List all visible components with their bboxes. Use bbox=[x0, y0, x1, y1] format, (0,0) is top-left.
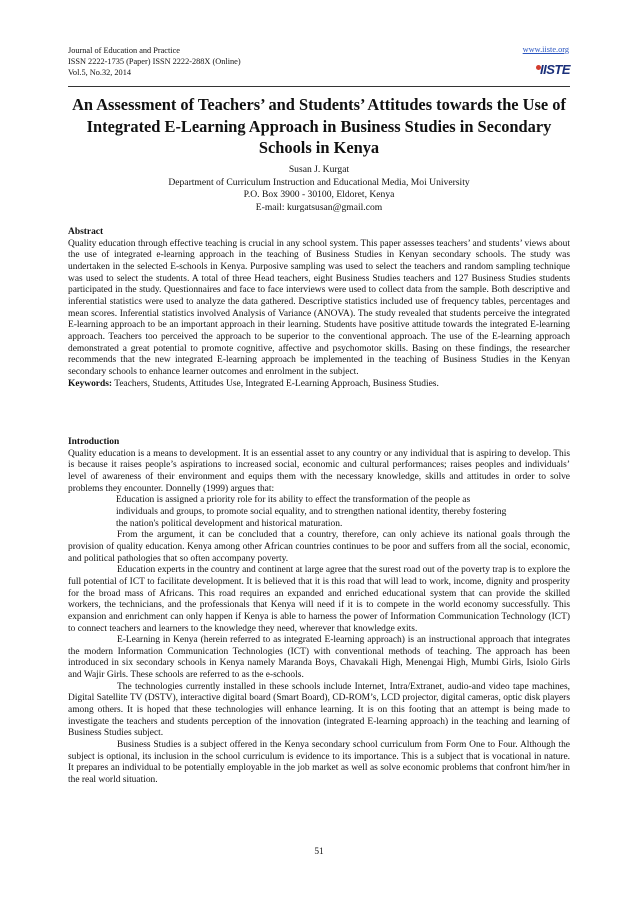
intro-quote: Education is assigned a priority role for its ability to effect the transformation of the people as individuals and groups, to promote social equality, and to strengthen national identity, thereby fostering the nation's political development and historical maturation. bbox=[116, 495, 507, 529]
keywords-text: Teachers, Students, Attitudes Use, Integrated E-Learning Approach, Business Studies. bbox=[112, 378, 439, 389]
abstract-text: Quality education through effective teaching is crucial in any school system. This paper assesses teachers’ and students’ views about the use of integrated e-learning approach in the teaching of Business Studies in Kenyan secondary schools. The study was undertaken in the selected E-schools in Kenya. Purposive sampling was used to select the teachers and random sampling technique was used to select the students. A total of three Head teachers, eight Business Studies teachers and 127 Business Studies students participated in the study. Questionnaires and face to face interviews were used to collect data from the sample. Both descriptive and inferential statistics were used to analyze the data gathered. Descriptive statistics included use of frequency tables, percentages and mean scores. Inferential statistics involved Analysis of Variance (ANOVA). The study revealed that students perceive the integrated E-learning approach to be an important approach in their learning. Students have positive attitude towards the integrated E-learning approach. Teachers too perceived the approach to be superior to the conventional approach. The use of the E-learning approach demonstrated a great potential to promote cognitive, affective and psychomotor skills. Basing on these findings, the researcher recommends that the new integrated E-learning approach be implemented in the teaching of Business Studies in the Kenyan secondary schools to enhance learner outcomes and enrolment in the subject. bbox=[68, 238, 570, 377]
intro-paragraph-6: Business Studies is a subject offered in the Kenya secondary school curriculum from Form One to Four. Although the subject is optional, its inclusion in the school curriculum is evidence to its importance. This is a subject that is vocational in nature. It prepares an individual to be potentially employable in the job market as well as solve economic problems that confront him/her in the real world situation. bbox=[68, 740, 570, 786]
author-address: P.O. Box 3900 - 30100, Eldoret, Kenya bbox=[243, 189, 395, 200]
intro-paragraph-3: Education experts in the country and continent at large agree that the surest road out of the poverty trap is to explore the full potential of ICT to facilitate development. It is believed that it is this road that will lead to work, income, dignity and prosperity for the broad mass of Africans. This road requires an expanded and enriched educational system that can provide the skilled workers, the technicians, and the professionals that Kenya will need if it is to compete in the world economy successfully. This expansion and enrichment can only happen if Kenya is able to harness the power of Information Communication Technology (ICT) to connect teachers and learners to the knowledge they need, wherever that knowledge exits. bbox=[68, 565, 570, 634]
iiste-logo bbox=[534, 62, 574, 84]
intro-paragraph-4: E-Learning in Kenya (herein referred to as integrated E-learning approach) is an instructional approach that integrates the modern Information Communication Technologies (ICT) with conventional methods of teaching. The approach has been introduced in six secondary schools in Kenya namely Maranda Boys, Chavakali High, Menengai High, Mumbi Girls, Isiolo Girls and Wajir Girls. These schools are referred to as the e-schools. bbox=[68, 635, 570, 681]
keywords-line bbox=[68, 379, 570, 391]
introduction-section bbox=[68, 437, 570, 787]
page-number: 51 bbox=[314, 847, 324, 857]
journal-name: Journal of Education and Practice bbox=[68, 46, 180, 55]
author-email: E-mail: kurgatsusan@gmail.com bbox=[255, 201, 383, 213]
author-name: Susan J. Kurgat bbox=[288, 164, 350, 175]
intro-paragraph-2: From the argument, it can be concluded that a country, therefore, can only achieve its national goals through the provision of quality education. Kenya among other African countries continues to be poor and suffers from all the social, economic, and political pathologies that so often accompany poverty. bbox=[68, 530, 570, 564]
paper-title: An Assessment of Teachers’ and Students’ Attitudes towards the Use of Integrated E-Learning Approach in Business Studies in Secondary Schools in Kenya bbox=[72, 95, 566, 157]
abstract-section bbox=[68, 227, 570, 390]
journal-header bbox=[68, 45, 241, 78]
journal-issn: ISSN 2222-1735 (Paper) ISSN 2222-288X (Online) bbox=[68, 57, 241, 66]
abstract-heading: Abstract bbox=[68, 227, 104, 237]
keywords-label: Keywords: bbox=[68, 378, 113, 389]
intro-paragraph-1: Quality education is a means to development. It is an essential asset to any country or any individual that is aspiring to develop. This is because it raises people’s aspirations to increased social, economic and cultural performances; raises peoples and individuals’ level of awareness of their environment and equips them with the necessary knowledge, skills and attitudes in order to solve problems they encounter. Donnelly (1999) argues that: bbox=[68, 448, 570, 494]
author-department: Department of Curriculum Instruction and Educational Media, Moi University bbox=[168, 176, 470, 188]
logo-text: IISTE bbox=[540, 62, 571, 77]
journal-volume: Vol.5, No.32, 2014 bbox=[68, 68, 131, 77]
header-divider bbox=[68, 86, 570, 87]
author-block bbox=[70, 164, 568, 214]
introduction-heading: Introduction bbox=[68, 437, 120, 447]
journal-url-link[interactable]: www.iiste.org bbox=[522, 45, 569, 54]
intro-paragraph-5: The technologies currently installed in these schools include Internet, Intra/Extranet, audio-and video tape machines, Digital Satellite TV (DSTV), interactive digital board (Smart Board), CD-ROM’s, LCD projector, digital cameras, optic disk players among others. It is hoped that these technologies will enhance learning. It is on this footing that an attempt is being made to investigate the teachers and students perception of the innovation (integrated E-learning approach) in the teaching and learning of Business Studies subject. bbox=[68, 681, 570, 739]
